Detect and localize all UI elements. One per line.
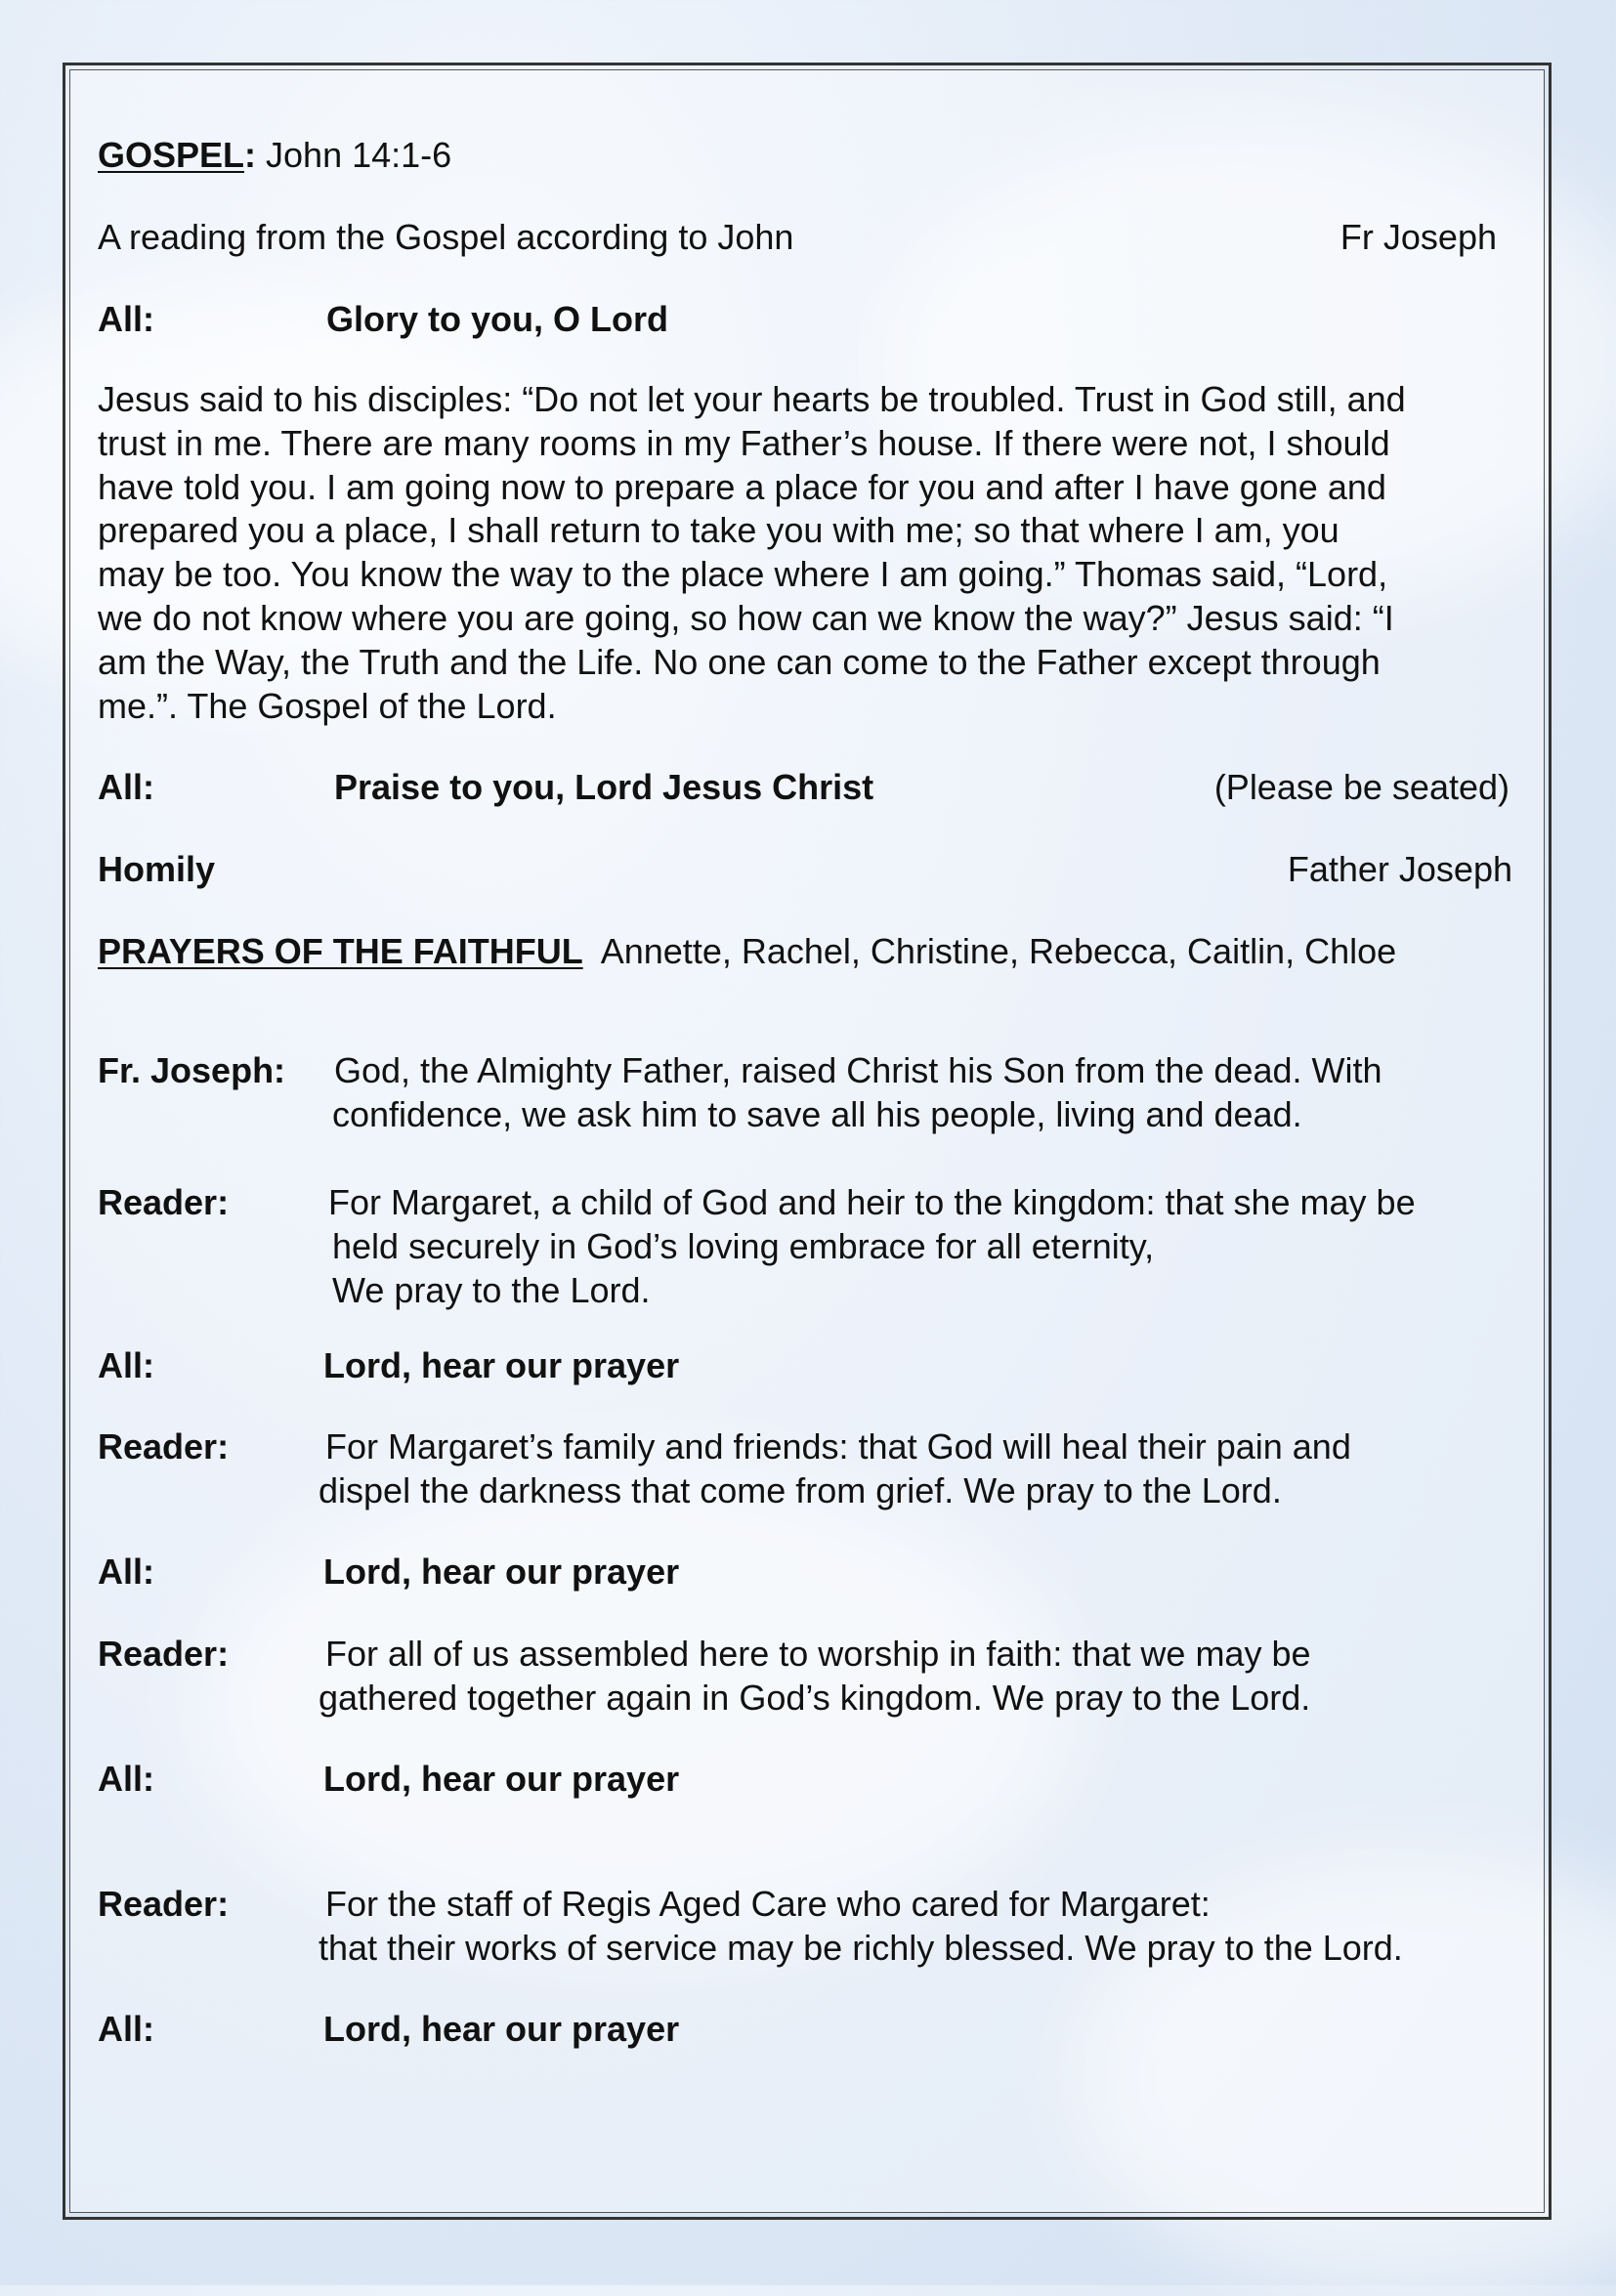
- prayers-heading-line: [98, 929, 1396, 973]
- gospel-text-line: prepared you a place, I shall return to take you with me; so that where I am, you: [98, 510, 1340, 551]
- gospel-intro: A reading from the Gospel according to John: [98, 217, 794, 257]
- gospel-text-line: me.”. The Gospel of the Lord.: [98, 685, 557, 726]
- response-label: All:: [98, 2009, 154, 2049]
- prayers-intro: [98, 1048, 285, 1092]
- homily-speaker: Father Joseph: [1287, 849, 1512, 889]
- gospel-heading-colon: :: [244, 135, 257, 175]
- prayer-response: Lord, hear our prayer: [323, 2009, 680, 2049]
- prayer-response: Lord, hear our prayer: [323, 1345, 680, 1385]
- intention-line: gathered together again in God’s kingdom. We pray to the Lord.: [319, 1678, 1311, 1718]
- prayers-readers: Annette, Rachel, Christine, Rebecca, Caitlin, Chloe: [600, 931, 1397, 971]
- reader-label: Reader:: [98, 1884, 230, 1924]
- gospel-response-text: Glory to you, O Lord: [326, 299, 668, 339]
- intention-line: that their works of service may be richly blessed. We pray to the Lord.: [319, 1928, 1403, 1968]
- gospel-reference: John 14:1-6: [256, 135, 452, 175]
- gospel-text-line: Jesus said to his disciples: “Do not let your hearts be troubled. Trust in God still, and: [98, 379, 1406, 419]
- response-label: All:: [98, 1552, 154, 1592]
- intention-line: We pray to the Lord.: [332, 1270, 651, 1310]
- response-label: All:: [98, 299, 154, 339]
- reader-label: Reader:: [98, 1634, 230, 1674]
- gospel-closing-response: Praise to you, Lord Jesus Christ: [334, 767, 874, 807]
- gospel-text: [98, 378, 1524, 728]
- intention-line: held securely in God’s loving embrace for all eternity,: [332, 1226, 1155, 1266]
- intention-line: For the staff of Regis Aged Care who cared for Margaret:: [325, 1884, 1211, 1924]
- response-label: All:: [98, 1345, 154, 1385]
- prayers-heading: PRAYERS OF THE FAITHFUL: [98, 931, 583, 971]
- reader-label: Reader:: [98, 1426, 230, 1467]
- seating-instruction: (Please be seated): [1213, 767, 1510, 807]
- intention-line: For Margaret’s family and friends: that God will heal their pain and: [325, 1426, 1351, 1467]
- gospel-closing-line: [98, 765, 1510, 809]
- response-label: All:: [98, 1759, 154, 1799]
- homily-line: [98, 847, 1512, 891]
- prayer-response: Lord, hear our prayer: [323, 1552, 680, 1592]
- intention-line: For all of us assembled here to worship in faith: that we may be: [325, 1634, 1311, 1674]
- prayers-intro-line: confidence, we ask him to save all his people, living and dead.: [332, 1094, 1302, 1134]
- reader-label: Reader:: [98, 1182, 230, 1222]
- gospel-intro-line: [98, 215, 1497, 259]
- gospel-response-line: [98, 297, 1075, 341]
- gospel-text-line: have told you. I am going now to prepare a place for you and after I have gone and: [98, 466, 1386, 507]
- prayers-intro-line: God, the Almighty Father, raised Christ his Son from the dead. With: [334, 1050, 1382, 1090]
- celebrant-label: Fr. Joseph:: [98, 1050, 286, 1090]
- gospel-text-line: trust in me. There are many rooms in my Father’s house. If there were not, I should: [98, 422, 1390, 463]
- gospel-text-line: am the Way, the Truth and the Life. No one can come to the Father except through: [98, 641, 1381, 682]
- intention-line: For Margaret, a child of God and heir to the kingdom: that she may be: [328, 1182, 1416, 1222]
- gospel-text-line: may be too. You know the way to the place where I am going.” Thomas said, “Lord,: [98, 554, 1388, 595]
- response-label: All:: [98, 767, 154, 807]
- intention-line: dispel the darkness that come from grief. We pray to the Lord.: [319, 1470, 1282, 1510]
- homily-label: Homily: [98, 849, 216, 889]
- gospel-reader: Fr Joseph: [1340, 217, 1497, 257]
- gospel-heading-line: [98, 133, 451, 177]
- gospel-text-line: we do not know where you are going, so how can we know the way?” Jesus said: “I: [98, 597, 1394, 638]
- prayer-response: Lord, hear our prayer: [323, 1759, 680, 1799]
- gospel-heading: GOSPEL: [98, 135, 245, 175]
